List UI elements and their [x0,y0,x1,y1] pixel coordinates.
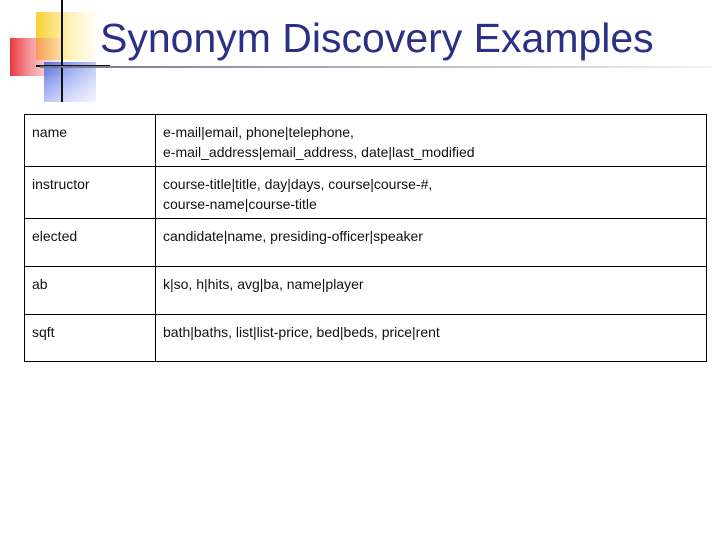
attribute-cell [25,219,156,267]
synonym-table [24,114,707,362]
synonyms-line: e-mail|email, phone|telephone, [163,124,354,140]
table-row [25,315,707,362]
synonyms-line: bath|baths, list|list-price, bed|beds, price|rent [163,324,440,340]
synonyms-cell [156,115,707,167]
table-row [25,167,707,219]
synonyms-line: k|so, h|hits, avg|ba, name|player [163,276,364,292]
synonyms-cell [156,315,707,362]
attribute-cell [25,315,156,362]
decoration-blue-square [44,62,96,102]
synonym-table-body [25,115,707,362]
synonyms-line: candidate|name, presiding-officer|speaker [163,228,423,244]
synonyms-line: course-title|title, day|days, course|course-#, [163,176,433,192]
slide-title: Synonym Discovery Examples [100,15,654,61]
table-row [25,219,707,267]
attribute-label: instructor [32,176,90,192]
synonyms-cell [156,219,707,267]
attribute-label: ab [32,276,48,292]
table-row [25,267,707,315]
attribute-label: name [32,124,68,140]
title-underline [40,66,712,68]
synonyms-line: e-mail_address|email_address, date|last_modified [163,144,475,160]
synonyms-cell [156,167,707,219]
synonyms-line: course-name|course-title [163,196,317,212]
attribute-label: elected [32,228,78,244]
synonyms-cell [156,267,707,315]
attribute-cell [25,167,156,219]
attribute-label: sqft [32,324,55,340]
table-row [25,115,707,167]
attribute-cell [25,267,156,315]
attribute-cell [25,115,156,167]
title-decoration [0,0,110,110]
